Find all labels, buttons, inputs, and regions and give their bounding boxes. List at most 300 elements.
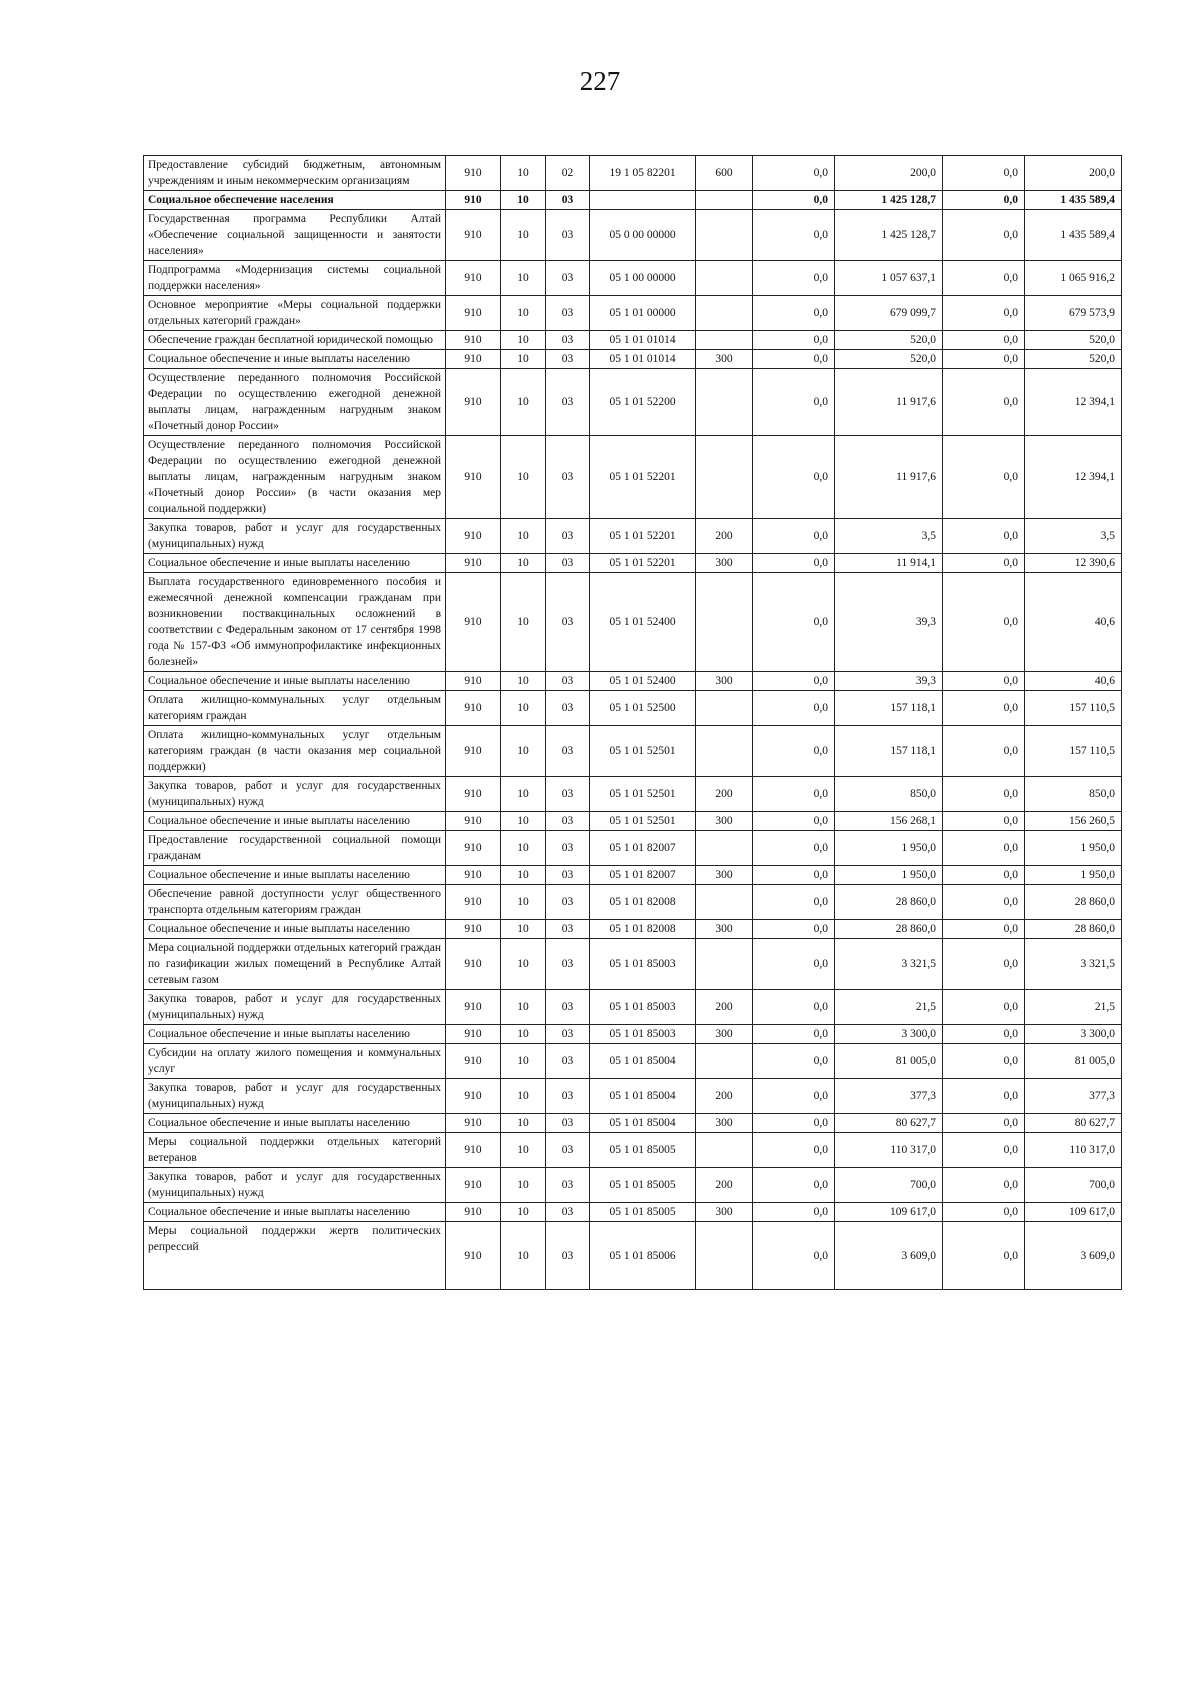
cell-csr: 05 1 01 85004 [590, 1114, 696, 1133]
cell-csr: 05 1 01 85006 [590, 1222, 696, 1290]
table-row [144, 1079, 1122, 1114]
cell-name: Социальное обеспечение и иные выплаты населению [144, 1025, 446, 1044]
cell-name: Социальное обеспечение и иные выплаты населению [144, 812, 446, 831]
table-row [144, 812, 1122, 831]
cell-name: Меры социальной поддержки отдельных категорий ветеранов [144, 1133, 446, 1168]
cell-pr: 03 [546, 350, 590, 369]
table-row [144, 1114, 1122, 1133]
cell-value-2: 377,3 [835, 1079, 943, 1114]
cell-glav: 910 [446, 191, 501, 210]
cell-value-3: 0,0 [943, 1025, 1025, 1044]
cell-vr: 200 [696, 1079, 753, 1114]
cell-value-3: 0,0 [943, 1168, 1025, 1203]
cell-vr: 300 [696, 1203, 753, 1222]
cell-name: Государственная программа Республики Алтай «Обеспечение социальной защищенности и занятости населения» [144, 210, 446, 261]
cell-vr [696, 1044, 753, 1079]
cell-csr: 05 1 01 52501 [590, 777, 696, 812]
cell-name: Субсидии на оплату жилого помещения и коммунальных услуг [144, 1044, 446, 1079]
cell-pr: 03 [546, 210, 590, 261]
cell-value-3: 0,0 [943, 885, 1025, 920]
cell-value-2: 39,3 [835, 672, 943, 691]
cell-pr: 03 [546, 573, 590, 672]
cell-rz: 10 [501, 672, 546, 691]
cell-value-3: 0,0 [943, 672, 1025, 691]
cell-value-4: 1 950,0 [1025, 866, 1122, 885]
cell-glav: 910 [446, 573, 501, 672]
cell-value-4: 80 627,7 [1025, 1114, 1122, 1133]
cell-csr: 05 1 01 52201 [590, 436, 696, 519]
cell-rz: 10 [501, 812, 546, 831]
cell-vr [696, 436, 753, 519]
cell-vr: 300 [696, 1025, 753, 1044]
cell-rz: 10 [501, 777, 546, 812]
cell-value-1: 0,0 [753, 726, 835, 777]
cell-vr [696, 210, 753, 261]
cell-value-1: 0,0 [753, 777, 835, 812]
cell-vr [696, 261, 753, 296]
cell-glav: 910 [446, 554, 501, 573]
cell-value-2: 157 118,1 [835, 726, 943, 777]
table-row [144, 191, 1122, 210]
cell-csr: 05 1 01 01014 [590, 350, 696, 369]
cell-vr: 300 [696, 554, 753, 573]
cell-vr [696, 191, 753, 210]
cell-pr: 03 [546, 1044, 590, 1079]
cell-rz: 10 [501, 1114, 546, 1133]
cell-value-1: 0,0 [753, 296, 835, 331]
table-row [144, 1025, 1122, 1044]
cell-value-1: 0,0 [753, 831, 835, 866]
table-row [144, 261, 1122, 296]
cell-pr: 03 [546, 866, 590, 885]
cell-rz: 10 [501, 261, 546, 296]
cell-rz: 10 [501, 436, 546, 519]
table-row [144, 350, 1122, 369]
cell-pr: 03 [546, 990, 590, 1025]
table-row [144, 436, 1122, 519]
cell-value-2: 3 609,0 [835, 1222, 943, 1290]
cell-vr: 300 [696, 920, 753, 939]
cell-vr [696, 831, 753, 866]
cell-pr: 03 [546, 1168, 590, 1203]
cell-csr: 05 1 01 52200 [590, 369, 696, 436]
cell-csr: 05 1 01 52500 [590, 691, 696, 726]
cell-value-2: 1 425 128,7 [835, 210, 943, 261]
cell-csr: 05 1 01 85005 [590, 1133, 696, 1168]
table-row [144, 1222, 1122, 1290]
cell-pr: 03 [546, 369, 590, 436]
cell-name: Закупка товаров, работ и услуг для государственных (муниципальных) нужд [144, 519, 446, 554]
cell-name: Социальное обеспечение населения [144, 191, 446, 210]
cell-glav: 910 [446, 519, 501, 554]
cell-value-4: 377,3 [1025, 1079, 1122, 1114]
cell-name: Социальное обеспечение и иные выплаты населению [144, 1114, 446, 1133]
cell-glav: 910 [446, 990, 501, 1025]
table-row [144, 831, 1122, 866]
cell-value-2: 11 917,6 [835, 369, 943, 436]
cell-value-2: 11 917,6 [835, 436, 943, 519]
cell-value-1: 0,0 [753, 369, 835, 436]
cell-value-3: 0,0 [943, 331, 1025, 350]
cell-glav: 910 [446, 1114, 501, 1133]
cell-value-2: 39,3 [835, 573, 943, 672]
cell-value-4: 109 617,0 [1025, 1203, 1122, 1222]
cell-vr [696, 691, 753, 726]
cell-name: Подпрограмма «Модернизация системы социальной поддержки населения» [144, 261, 446, 296]
cell-value-3: 0,0 [943, 156, 1025, 191]
cell-value-1: 0,0 [753, 210, 835, 261]
cell-csr: 05 1 01 82008 [590, 885, 696, 920]
cell-csr: 05 1 01 85004 [590, 1079, 696, 1114]
table-row [144, 866, 1122, 885]
cell-csr: 05 1 01 52501 [590, 812, 696, 831]
cell-value-2: 3,5 [835, 519, 943, 554]
cell-csr: 05 1 01 82007 [590, 831, 696, 866]
cell-value-4: 700,0 [1025, 1168, 1122, 1203]
cell-value-1: 0,0 [753, 156, 835, 191]
cell-value-2: 11 914,1 [835, 554, 943, 573]
cell-value-2: 81 005,0 [835, 1044, 943, 1079]
cell-name: Предоставление государственной социальной помощи гражданам [144, 831, 446, 866]
cell-name: Закупка товаров, работ и услуг для государственных (муниципальных) нужд [144, 1168, 446, 1203]
cell-name: Выплата государственного единовременного пособия и ежемесячной денежной компенсации гражданам при возникновении поствакцинальных осложнений в соответствии с Федеральным законом от 17 сентября 1998 года № 157-ФЗ «Об иммунопрофилактике инфекционных болезней» [144, 573, 446, 672]
cell-vr: 300 [696, 866, 753, 885]
cell-vr [696, 573, 753, 672]
cell-value-3: 0,0 [943, 554, 1025, 573]
cell-value-4: 157 110,5 [1025, 726, 1122, 777]
cell-value-1: 0,0 [753, 1203, 835, 1222]
cell-value-3: 0,0 [943, 920, 1025, 939]
cell-name: Социальное обеспечение и иные выплаты населению [144, 672, 446, 691]
cell-csr: 05 1 00 00000 [590, 261, 696, 296]
cell-csr: 19 1 05 82201 [590, 156, 696, 191]
cell-csr [590, 191, 696, 210]
cell-value-1: 0,0 [753, 920, 835, 939]
cell-vr: 200 [696, 777, 753, 812]
cell-csr: 05 1 01 52400 [590, 672, 696, 691]
cell-value-3: 0,0 [943, 350, 1025, 369]
table-row [144, 156, 1122, 191]
cell-rz: 10 [501, 1203, 546, 1222]
cell-pr: 03 [546, 1079, 590, 1114]
cell-value-4: 520,0 [1025, 350, 1122, 369]
cell-value-2: 200,0 [835, 156, 943, 191]
cell-value-1: 0,0 [753, 812, 835, 831]
cell-csr: 05 1 01 85003 [590, 990, 696, 1025]
cell-value-2: 110 317,0 [835, 1133, 943, 1168]
cell-csr: 05 1 01 01014 [590, 331, 696, 350]
cell-value-2: 21,5 [835, 990, 943, 1025]
cell-value-1: 0,0 [753, 331, 835, 350]
cell-csr: 05 1 01 82007 [590, 866, 696, 885]
cell-pr: 03 [546, 672, 590, 691]
cell-value-4: 3 300,0 [1025, 1025, 1122, 1044]
cell-vr: 600 [696, 156, 753, 191]
table-row [144, 990, 1122, 1025]
cell-rz: 10 [501, 939, 546, 990]
cell-rz: 10 [501, 191, 546, 210]
cell-value-3: 0,0 [943, 296, 1025, 331]
cell-name: Меры социальной поддержки жертв политических репрессий [144, 1222, 446, 1290]
table-row [144, 777, 1122, 812]
cell-pr: 03 [546, 519, 590, 554]
cell-vr [696, 369, 753, 436]
cell-value-3: 0,0 [943, 191, 1025, 210]
cell-rz: 10 [501, 990, 546, 1025]
cell-value-3: 0,0 [943, 210, 1025, 261]
cell-glav: 910 [446, 261, 501, 296]
budget-table [143, 155, 1122, 1290]
cell-csr: 05 0 00 00000 [590, 210, 696, 261]
cell-vr [696, 726, 753, 777]
cell-vr: 300 [696, 672, 753, 691]
table-row [144, 210, 1122, 261]
cell-value-1: 0,0 [753, 191, 835, 210]
cell-value-4: 3 321,5 [1025, 939, 1122, 990]
table-row [144, 920, 1122, 939]
cell-csr: 05 1 01 52201 [590, 519, 696, 554]
cell-glav: 910 [446, 920, 501, 939]
cell-pr: 03 [546, 939, 590, 990]
page-number: 227 [579, 66, 621, 96]
cell-pr: 03 [546, 691, 590, 726]
cell-pr: 03 [546, 831, 590, 866]
cell-value-4: 81 005,0 [1025, 1044, 1122, 1079]
cell-value-4: 3,5 [1025, 519, 1122, 554]
table-row [144, 1168, 1122, 1203]
cell-value-2: 80 627,7 [835, 1114, 943, 1133]
cell-value-1: 0,0 [753, 350, 835, 369]
cell-rz: 10 [501, 331, 546, 350]
cell-value-3: 0,0 [943, 866, 1025, 885]
cell-value-2: 520,0 [835, 350, 943, 369]
cell-csr: 05 1 01 85004 [590, 1044, 696, 1079]
cell-pr: 03 [546, 261, 590, 296]
cell-vr [696, 1222, 753, 1290]
cell-value-3: 0,0 [943, 519, 1025, 554]
cell-name: Обеспечение равной доступности услуг общественного транспорта отдельным категориям граждан [144, 885, 446, 920]
cell-pr: 03 [546, 1025, 590, 1044]
cell-name: Закупка товаров, работ и услуг для государственных (муниципальных) нужд [144, 990, 446, 1025]
cell-value-1: 0,0 [753, 1114, 835, 1133]
cell-glav: 910 [446, 1168, 501, 1203]
cell-value-2: 520,0 [835, 331, 943, 350]
cell-value-4: 157 110,5 [1025, 691, 1122, 726]
cell-value-1: 0,0 [753, 866, 835, 885]
cell-value-3: 0,0 [943, 1079, 1025, 1114]
cell-glav: 910 [446, 691, 501, 726]
cell-rz: 10 [501, 1025, 546, 1044]
cell-pr: 03 [546, 1114, 590, 1133]
cell-value-2: 679 099,7 [835, 296, 943, 331]
cell-rz: 10 [501, 296, 546, 331]
cell-glav: 910 [446, 1025, 501, 1044]
cell-csr: 05 1 01 85005 [590, 1168, 696, 1203]
cell-glav: 910 [446, 1044, 501, 1079]
cell-rz: 10 [501, 1222, 546, 1290]
table-row [144, 1133, 1122, 1168]
table-row [144, 519, 1122, 554]
cell-rz: 10 [501, 691, 546, 726]
cell-glav: 910 [446, 331, 501, 350]
cell-value-1: 0,0 [753, 261, 835, 296]
cell-value-2: 156 268,1 [835, 812, 943, 831]
cell-rz: 10 [501, 210, 546, 261]
cell-rz: 10 [501, 866, 546, 885]
cell-name: Оплата жилищно-коммунальных услуг отдельным категориям граждан (в части оказания мер социальной поддержки) [144, 726, 446, 777]
cell-name: Оплата жилищно-коммунальных услуг отдельным категориям граждан [144, 691, 446, 726]
cell-value-4: 156 260,5 [1025, 812, 1122, 831]
cell-pr: 03 [546, 885, 590, 920]
cell-csr: 05 1 01 52201 [590, 554, 696, 573]
cell-pr: 03 [546, 1222, 590, 1290]
cell-csr: 05 1 01 85003 [590, 1025, 696, 1044]
cell-value-4: 28 860,0 [1025, 885, 1122, 920]
table-row [144, 672, 1122, 691]
cell-value-3: 0,0 [943, 1044, 1025, 1079]
cell-value-1: 0,0 [753, 519, 835, 554]
cell-glav: 910 [446, 885, 501, 920]
cell-glav: 910 [446, 436, 501, 519]
cell-glav: 910 [446, 1222, 501, 1290]
cell-rz: 10 [501, 1168, 546, 1203]
cell-value-2: 850,0 [835, 777, 943, 812]
cell-name: Мера социальной поддержки отдельных категорий граждан по газификации жилых помещений в Республике Алтай сетевым газом [144, 939, 446, 990]
cell-name: Социальное обеспечение и иные выплаты населению [144, 1203, 446, 1222]
cell-rz: 10 [501, 350, 546, 369]
cell-value-3: 0,0 [943, 436, 1025, 519]
cell-name: Обеспечение граждан бесплатной юридической помощью [144, 331, 446, 350]
cell-glav: 910 [446, 831, 501, 866]
cell-value-1: 0,0 [753, 1044, 835, 1079]
table-row [144, 691, 1122, 726]
cell-pr: 03 [546, 191, 590, 210]
cell-value-1: 0,0 [753, 1168, 835, 1203]
cell-glav: 910 [446, 1133, 501, 1168]
cell-value-3: 0,0 [943, 573, 1025, 672]
cell-rz: 10 [501, 573, 546, 672]
cell-glav: 910 [446, 350, 501, 369]
table-row [144, 939, 1122, 990]
cell-value-4: 520,0 [1025, 331, 1122, 350]
cell-value-4: 200,0 [1025, 156, 1122, 191]
cell-value-4: 21,5 [1025, 990, 1122, 1025]
cell-value-3: 0,0 [943, 777, 1025, 812]
cell-value-4: 12 394,1 [1025, 436, 1122, 519]
cell-value-2: 1 057 637,1 [835, 261, 943, 296]
table-body [144, 156, 1122, 1290]
table-row [144, 331, 1122, 350]
cell-name: Социальное обеспечение и иные выплаты населению [144, 866, 446, 885]
cell-value-1: 0,0 [753, 1025, 835, 1044]
cell-value-2: 3 300,0 [835, 1025, 943, 1044]
cell-glav: 910 [446, 1203, 501, 1222]
cell-value-4: 1 435 589,4 [1025, 210, 1122, 261]
cell-vr [696, 885, 753, 920]
cell-vr: 300 [696, 812, 753, 831]
cell-name: Осуществление переданного полномочия Российской Федерации по осуществлению ежегодной денежной выплаты лицам, награжденным нагрудным знаком «Почетный донор России» (в части оказания мер социальной поддержки) [144, 436, 446, 519]
cell-value-2: 28 860,0 [835, 920, 943, 939]
cell-value-4: 40,6 [1025, 573, 1122, 672]
cell-pr: 03 [546, 331, 590, 350]
cell-rz: 10 [501, 1133, 546, 1168]
cell-value-3: 0,0 [943, 1222, 1025, 1290]
cell-vr: 200 [696, 1168, 753, 1203]
cell-value-2: 1 425 128,7 [835, 191, 943, 210]
cell-value-4: 110 317,0 [1025, 1133, 1122, 1168]
cell-rz: 10 [501, 156, 546, 191]
table-row [144, 554, 1122, 573]
cell-vr: 300 [696, 350, 753, 369]
cell-value-3: 0,0 [943, 1114, 1025, 1133]
cell-value-3: 0,0 [943, 939, 1025, 990]
cell-csr: 05 1 01 52501 [590, 726, 696, 777]
cell-value-1: 0,0 [753, 939, 835, 990]
cell-name: Закупка товаров, работ и услуг для государственных (муниципальных) нужд [144, 777, 446, 812]
cell-value-1: 0,0 [753, 990, 835, 1025]
cell-csr: 05 1 01 52400 [590, 573, 696, 672]
cell-value-3: 0,0 [943, 831, 1025, 866]
cell-value-3: 0,0 [943, 691, 1025, 726]
cell-csr: 05 1 01 85003 [590, 939, 696, 990]
cell-rz: 10 [501, 369, 546, 436]
cell-csr: 05 1 01 82008 [590, 920, 696, 939]
cell-value-2: 3 321,5 [835, 939, 943, 990]
cell-name: Социальное обеспечение и иные выплаты населению [144, 554, 446, 573]
cell-value-1: 0,0 [753, 691, 835, 726]
table-row [144, 573, 1122, 672]
cell-pr: 03 [546, 812, 590, 831]
cell-rz: 10 [501, 920, 546, 939]
cell-glav: 910 [446, 1079, 501, 1114]
cell-value-4: 12 390,6 [1025, 554, 1122, 573]
cell-name: Предоставление субсидий бюджетным, автономным учреждениям и иным некоммерческим организациям [144, 156, 446, 191]
cell-value-1: 0,0 [753, 885, 835, 920]
cell-pr: 03 [546, 554, 590, 573]
cell-glav: 910 [446, 812, 501, 831]
cell-glav: 910 [446, 369, 501, 436]
cell-name: Социальное обеспечение и иные выплаты населению [144, 920, 446, 939]
table-row [144, 369, 1122, 436]
cell-value-4: 40,6 [1025, 672, 1122, 691]
table-row [144, 1203, 1122, 1222]
cell-value-2: 1 950,0 [835, 831, 943, 866]
cell-value-4: 1 065 916,2 [1025, 261, 1122, 296]
cell-glav: 910 [446, 866, 501, 885]
cell-name: Социальное обеспечение и иные выплаты населению [144, 350, 446, 369]
cell-vr: 200 [696, 990, 753, 1025]
cell-rz: 10 [501, 726, 546, 777]
cell-glav: 910 [446, 939, 501, 990]
cell-vr [696, 939, 753, 990]
cell-value-1: 0,0 [753, 1222, 835, 1290]
cell-value-3: 0,0 [943, 812, 1025, 831]
cell-value-1: 0,0 [753, 1133, 835, 1168]
cell-name: Осуществление переданного полномочия Российской Федерации по осуществлению ежегодной денежной выплаты лицам, награжденным нагрудным знаком «Почетный донор России» [144, 369, 446, 436]
cell-pr: 03 [546, 920, 590, 939]
cell-glav: 910 [446, 210, 501, 261]
cell-vr: 300 [696, 1114, 753, 1133]
cell-value-3: 0,0 [943, 369, 1025, 436]
cell-pr: 03 [546, 1203, 590, 1222]
cell-glav: 910 [446, 672, 501, 691]
cell-vr [696, 331, 753, 350]
cell-value-4: 1 435 589,4 [1025, 191, 1122, 210]
cell-rz: 10 [501, 554, 546, 573]
cell-glav: 910 [446, 726, 501, 777]
cell-csr: 05 1 01 85005 [590, 1203, 696, 1222]
cell-csr: 05 1 01 00000 [590, 296, 696, 331]
